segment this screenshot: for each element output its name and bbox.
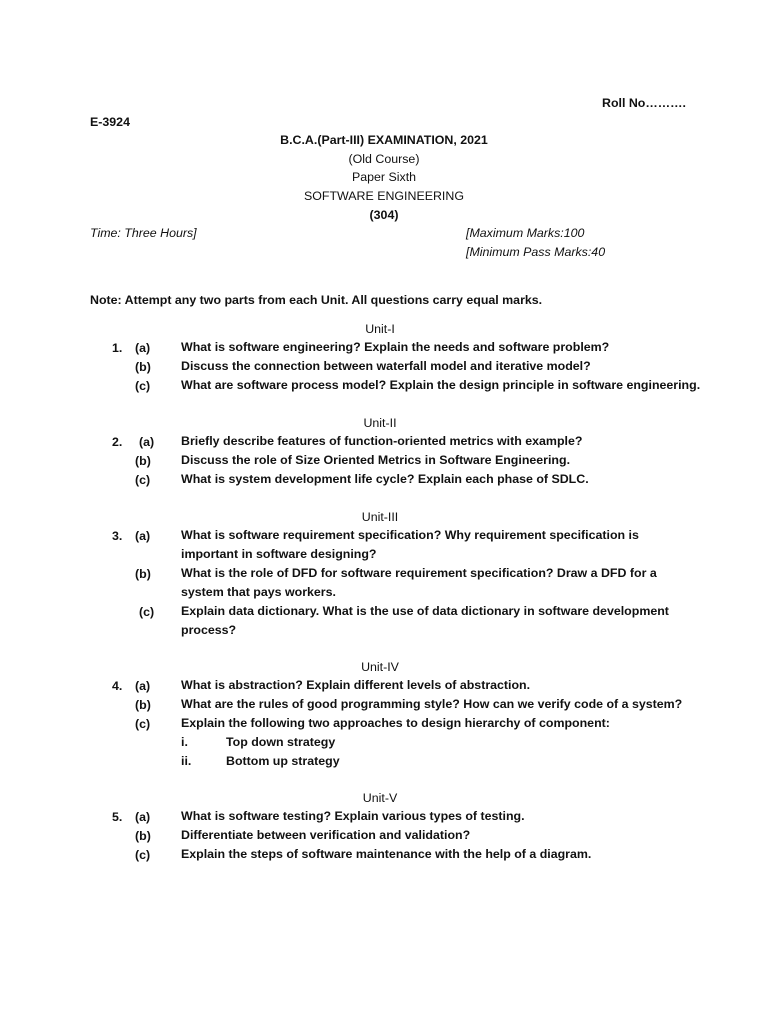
exam-title: B.C.A.(Part-III) EXAMINATION, 2021 bbox=[280, 133, 488, 147]
roll-number: Roll No………. bbox=[602, 96, 686, 110]
subpart-label: i. bbox=[181, 735, 188, 749]
time-allowed: Time: Three Hours] bbox=[90, 226, 197, 240]
minimum-pass-marks: [Minimum Pass Marks:40 bbox=[466, 245, 606, 259]
question-number: 4. bbox=[112, 679, 123, 693]
paper-label: Paper Sixth bbox=[351, 170, 417, 184]
question-text: Explain the following two approaches to design hierarchy of component: bbox=[181, 716, 610, 730]
instructions-note: Note: Attempt any two parts from each Unit. All questions carry equal marks. bbox=[90, 293, 543, 307]
question-text: What is software requirement specification? Why requirement specification is important in software designing? bbox=[181, 528, 639, 561]
question-text: What is the role of DFD for software requirement specification? Draw a DFD for a system that pays workers. bbox=[181, 566, 657, 599]
question-text: What are software process model? Explain the design principle in software engineering. bbox=[181, 378, 701, 392]
unit-heading: Unit-IV bbox=[361, 660, 399, 674]
part-label: (a) bbox=[135, 529, 151, 543]
question-text: Discuss the role of Size Oriented Metrics in Software Engineering. bbox=[181, 453, 571, 467]
part-label: (a) bbox=[135, 679, 151, 693]
question-number: 2. bbox=[112, 435, 123, 449]
subpart-label: ii. bbox=[181, 754, 192, 768]
part-label: (b) bbox=[135, 698, 151, 712]
part-label: (c) bbox=[135, 473, 151, 487]
subpart-text: Top down strategy bbox=[226, 735, 336, 749]
question-text: Explain the steps of software maintenance with the help of a diagram. bbox=[181, 847, 592, 861]
maximum-marks: [Maximum Marks:100 bbox=[466, 226, 585, 240]
part-label: (c) bbox=[135, 379, 151, 393]
course-label: (Old Course) bbox=[348, 152, 420, 166]
question-text: Briefly describe features of function-oriented metrics with example? bbox=[181, 434, 583, 448]
question-text: What are the rules of good programming style? How can we verify code of a system? bbox=[181, 697, 683, 711]
question-text: What is abstraction? Explain different levels of abstraction. bbox=[181, 678, 531, 692]
question-text: Differentiate between verification and validation? bbox=[181, 828, 471, 842]
question-text: What is software engineering? Explain the needs and software problem? bbox=[181, 340, 610, 354]
part-label: (a) bbox=[139, 435, 155, 449]
question-number: 1. bbox=[112, 341, 123, 355]
unit-heading: Unit-I bbox=[365, 322, 395, 336]
unit-heading: Unit-V bbox=[362, 791, 398, 805]
part-label: (c) bbox=[135, 848, 151, 862]
part-label: (a) bbox=[135, 341, 151, 355]
subject-title: SOFTWARE ENGINEERING bbox=[304, 189, 464, 203]
part-label: (a) bbox=[135, 810, 151, 824]
part-label: (b) bbox=[135, 829, 151, 843]
part-label: (c) bbox=[135, 717, 151, 731]
subject-code: (304) bbox=[369, 208, 399, 222]
unit-heading: Unit-II bbox=[363, 416, 397, 430]
part-label: (b) bbox=[135, 454, 151, 468]
part-label: (c) bbox=[139, 605, 155, 619]
question-text: Discuss the connection between waterfall model and iterative model? bbox=[181, 359, 591, 373]
paper-code: E-3924 bbox=[90, 115, 130, 129]
part-label: (b) bbox=[135, 360, 151, 374]
question-number: 3. bbox=[112, 529, 123, 543]
unit-heading: Unit-III bbox=[361, 510, 399, 524]
question-number: 5. bbox=[112, 810, 123, 824]
subpart-text: Bottom up strategy bbox=[226, 754, 340, 768]
question-text: What is system development life cycle? Explain each phase of SDLC. bbox=[181, 472, 589, 486]
question-text: What is software testing? Explain various types of testing. bbox=[181, 809, 525, 823]
question-text: Explain data dictionary. What is the use of data dictionary in software development process? bbox=[181, 604, 669, 637]
part-label: (b) bbox=[135, 567, 151, 581]
